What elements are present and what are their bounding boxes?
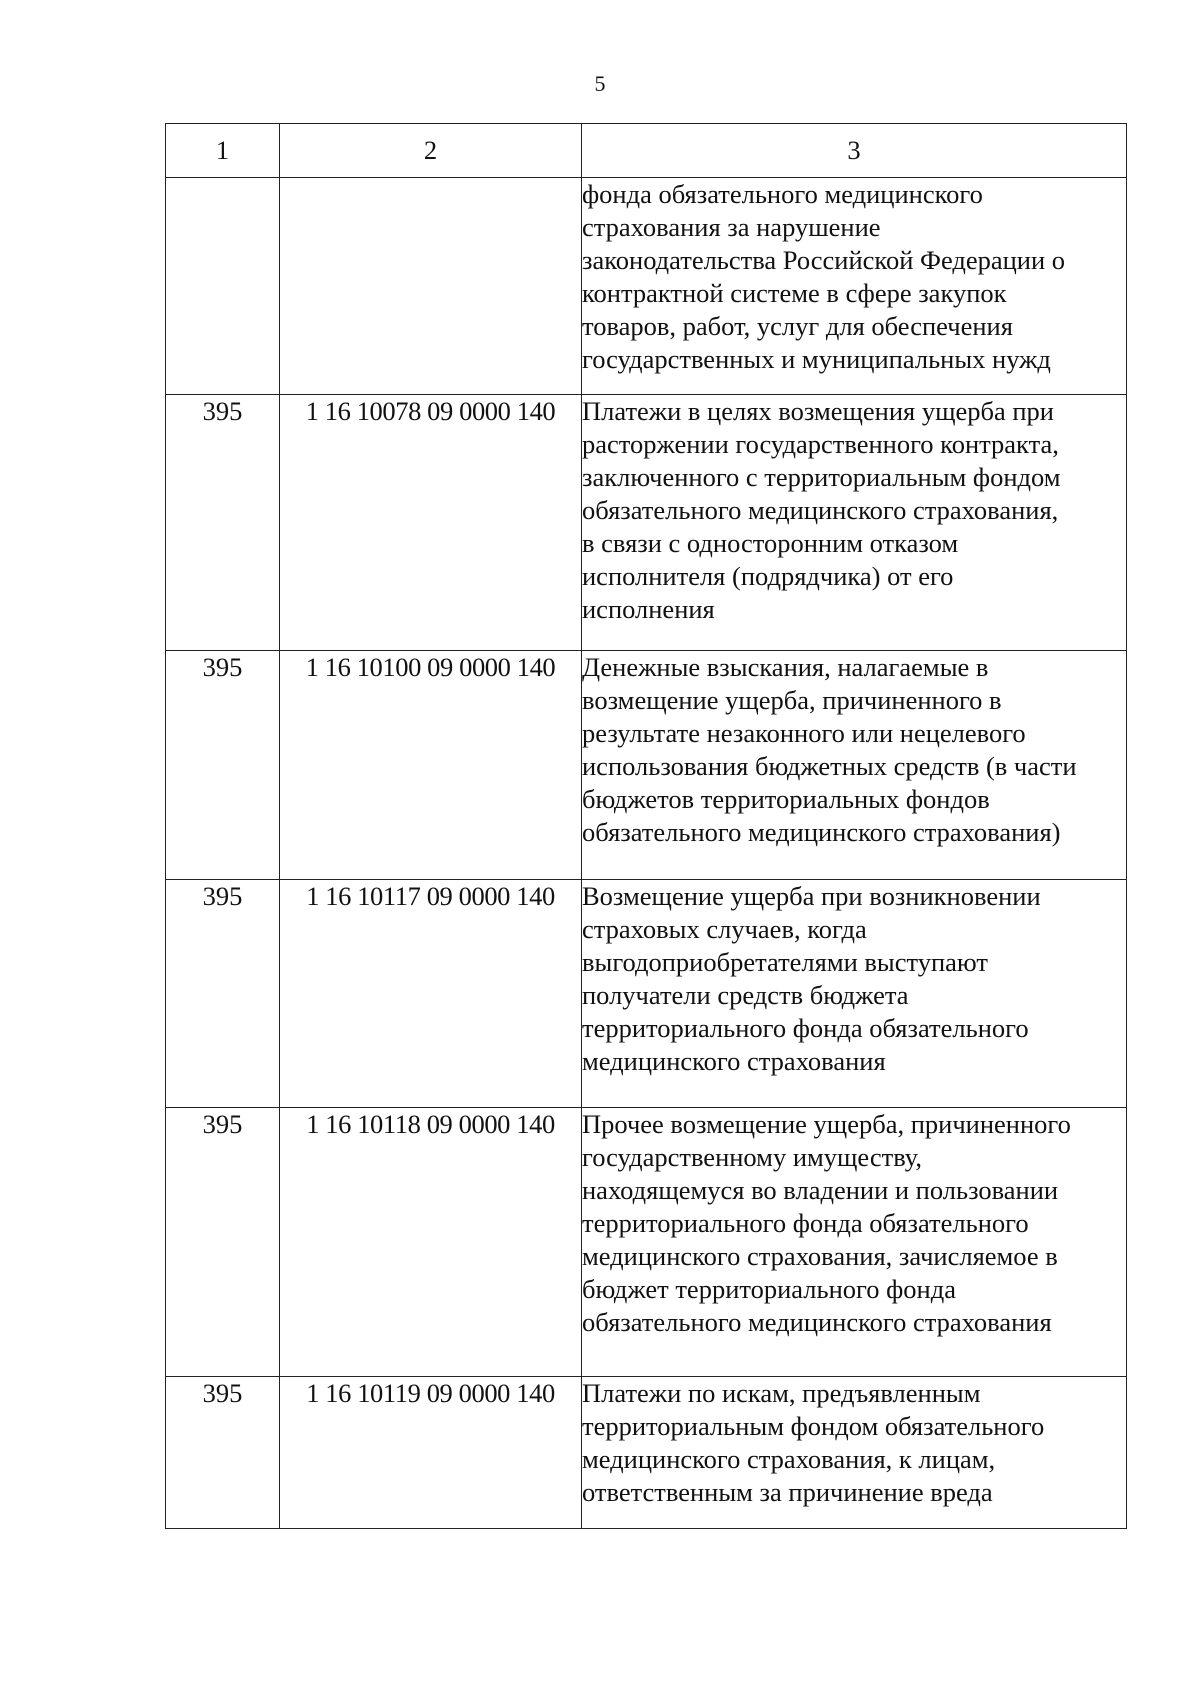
admin-code-cell: 395 xyxy=(166,1108,280,1377)
table-row xyxy=(166,1108,1127,1377)
column-header-3: 3 xyxy=(582,124,1127,178)
kbk-code-cell: 1 16 10117 09 0000 140 xyxy=(280,880,582,1108)
table-row xyxy=(166,651,1127,880)
description-text: Денежные взыскания, налагаемые в возмещение ущерба, причиненного в результате незаконного или нецелевого использования бюджетных средств (в части бюджетов территориальных фондов обязательного медицинского страхования) xyxy=(582,652,1077,847)
table-row-continuation xyxy=(166,178,1127,395)
description-text: Платежи по искам, предъявленным территориальным фондом обязательного медицинского страхования, к лицам, ответственным за причинение вреда xyxy=(582,1378,1045,1507)
column-header-2: 2 xyxy=(280,124,582,178)
description-text: Прочее возмещение ущерба, причиненного государственному имуществу, находящемуся во владении и пользовании территориального фонда обязательного медицинского страхования, зачисляемое в бюджет территориального фонда обязательного медицинского страхования xyxy=(582,1109,1071,1337)
description-cell xyxy=(582,880,1127,1108)
description-cell xyxy=(582,1377,1127,1529)
description-cell xyxy=(582,178,1127,395)
admin-code-cell: 395 xyxy=(166,651,280,880)
table-header-row xyxy=(166,124,1127,178)
description-cell xyxy=(582,651,1127,880)
description-text: фонда обязательного медицинского страхования за нарушение законодательства Российской Федерации о контрактной системе в сфере закупок товаров, работ, услуг для обеспечения государственных и муниципальных нужд xyxy=(582,179,1066,374)
kbk-code-cell: 1 16 10078 09 0000 140 xyxy=(280,395,582,651)
description-cell xyxy=(582,1108,1127,1377)
budget-codes-table xyxy=(165,123,1127,1529)
admin-code-cell xyxy=(166,178,280,395)
kbk-code-cell: 1 16 10100 09 0000 140 xyxy=(280,651,582,880)
admin-code-cell: 395 xyxy=(166,880,280,1108)
kbk-code-cell xyxy=(280,178,582,395)
page-number: 5 xyxy=(594,71,606,96)
kbk-code-cell: 1 16 10119 09 0000 140 xyxy=(280,1377,582,1529)
table-row xyxy=(166,1377,1127,1529)
table-row xyxy=(166,880,1127,1108)
kbk-code-cell: 1 16 10118 09 0000 140 xyxy=(280,1108,582,1377)
description-text: Платежи в целях возмещения ущерба при расторжении государственного контракта, заключенного с территориальным фондом обязательного медицинского страхования, в связи с односторонним отказом исполнителя (подрядчика) от его исполнения xyxy=(582,396,1061,624)
description-cell xyxy=(582,395,1127,651)
admin-code-cell: 395 xyxy=(166,395,280,651)
table-row xyxy=(166,395,1127,651)
description-text: Возмещение ущерба при возникновении страховых случаев, когда выгодоприобретателями выступают получатели средств бюджета территориального фонда обязательного медицинского страхования xyxy=(582,881,1041,1076)
admin-code-cell: 395 xyxy=(166,1377,280,1529)
column-header-1: 1 xyxy=(166,124,280,178)
